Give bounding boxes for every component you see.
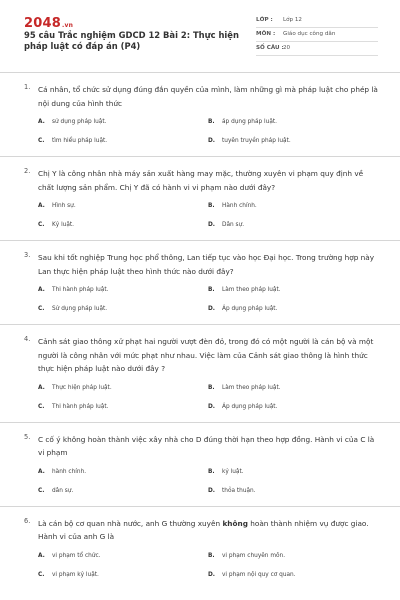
answer-option[interactable] xyxy=(38,135,208,147)
meta-label: SỐ CÂU : xyxy=(256,45,284,51)
question-text: Cảnh sát giao thông xử phạt hai người vượt đèn đỏ, trong đó có một người là cán bộ và một người là công nhân với mức phạt như nhau. Việc làm của Cảnh sát giao thông là hình thức thực hiện pháp luật nào dưới đây ? xyxy=(38,337,374,373)
option-letter: B. xyxy=(208,468,215,475)
answer-options xyxy=(38,550,378,590)
answer-options xyxy=(38,382,378,422)
answer-option[interactable] xyxy=(208,401,378,413)
question-text-part: hoàn thành nhiệm vụ được giao. Hành vi của anh G là xyxy=(38,518,369,541)
answer-option[interactable] xyxy=(208,382,378,394)
question-item xyxy=(0,324,400,422)
option-letter: C. xyxy=(38,571,45,578)
option-letter: B. xyxy=(208,203,215,209)
answer-option[interactable] xyxy=(38,382,208,394)
option-text: Áp dụng pháp luật. xyxy=(222,306,278,312)
option-text: Hành chính. xyxy=(222,203,257,209)
answer-option[interactable] xyxy=(38,200,208,212)
meta-value: Giáo dục công dân xyxy=(283,31,336,37)
option-letter: C. xyxy=(38,306,45,312)
option-text: áp dụng pháp luật. xyxy=(222,119,278,125)
question-number: 5. xyxy=(24,432,31,441)
meta-value: Lớp 12 xyxy=(283,17,302,23)
answer-option[interactable] xyxy=(208,116,378,128)
logo-suffix: .vn xyxy=(61,22,74,29)
question-text-part: Là cán bộ cơ quan nhà nước, anh G thường xuyên xyxy=(38,518,223,528)
option-text: thỏa thuận. xyxy=(222,487,256,494)
meta-row-count xyxy=(256,42,378,56)
answer-option[interactable] xyxy=(208,303,378,315)
answer-option[interactable] xyxy=(38,569,208,581)
option-letter: C. xyxy=(38,138,45,144)
option-letter: B. xyxy=(208,552,215,559)
option-text: Hình sự. xyxy=(52,203,76,209)
question-number: 4. xyxy=(24,335,31,343)
option-letter: C. xyxy=(38,403,45,410)
exam-meta xyxy=(256,14,378,56)
question-number: 3. xyxy=(24,251,31,259)
answer-option[interactable] xyxy=(208,485,378,497)
answer-option[interactable] xyxy=(208,284,378,296)
question-item xyxy=(0,156,400,240)
option-text: Thực hiện pháp luật. xyxy=(52,384,112,391)
answer-options xyxy=(38,116,378,156)
option-text: Kỷ luật. xyxy=(52,222,75,228)
option-text: vi phạm kỷ luật. xyxy=(52,571,99,578)
page-header xyxy=(0,0,400,72)
meta-value: 20 xyxy=(283,45,291,51)
question-text-emphasis: không xyxy=(222,518,248,528)
answer-option[interactable] xyxy=(38,466,208,478)
meta-label: MÔN : xyxy=(256,31,276,37)
answer-option[interactable] xyxy=(208,569,378,581)
option-letter: D. xyxy=(208,403,216,410)
logo-text: 2048 xyxy=(24,16,61,31)
question-text: Chị Y là công nhân nhà máy sản xuất hàng may mặc, thường xuyên vi phạm quy định về chất lượng sản phẩm. Chị Y đã có hành vi vi phạm nào dưới đây? xyxy=(38,169,364,192)
option-letter: C. xyxy=(38,222,45,228)
option-text: dân sự. xyxy=(52,487,74,494)
question-item xyxy=(0,506,400,590)
question-list xyxy=(0,72,400,590)
option-text: Thi hành pháp luật. xyxy=(52,287,109,293)
answer-option[interactable] xyxy=(38,401,208,413)
answer-option[interactable] xyxy=(38,303,208,315)
option-letter: D. xyxy=(208,138,216,144)
option-text: Làm theo pháp luật. xyxy=(222,287,281,293)
option-text: hành chính. xyxy=(52,468,87,475)
option-text: Sử dụng pháp luật. xyxy=(52,306,108,312)
option-letter: A. xyxy=(38,384,45,391)
question-number: 6. xyxy=(24,516,31,525)
option-text: Áp dụng pháp luật. xyxy=(222,403,278,410)
option-text: tuyên truyền pháp luật. xyxy=(222,138,291,144)
option-letter: B. xyxy=(208,384,215,391)
option-letter: C. xyxy=(38,487,45,494)
question-number: 2. xyxy=(24,167,31,175)
answer-options xyxy=(38,284,378,324)
option-text: Thi hành pháp luật. xyxy=(52,403,109,410)
answer-option[interactable] xyxy=(38,116,208,128)
answer-option[interactable] xyxy=(208,466,378,478)
page-title: 95 câu Trắc nghiệm GDCD 12 Bài 2: Thực hiện pháp luật có đáp án (P4) xyxy=(24,30,239,51)
question-item xyxy=(0,240,400,324)
option-letter: B. xyxy=(208,287,215,293)
option-text: sử dụng pháp luật. xyxy=(52,119,107,125)
answer-option[interactable] xyxy=(208,219,378,231)
option-letter: A. xyxy=(38,203,45,209)
option-letter: A. xyxy=(38,119,45,125)
answer-option[interactable] xyxy=(208,200,378,212)
option-letter: D. xyxy=(208,571,216,578)
answer-option[interactable] xyxy=(38,284,208,296)
option-text: tìm hiểu pháp luật. xyxy=(52,138,108,144)
question-text: Cá nhân, tổ chức sử dụng đúng đắn quyền của mình, làm những gì mà pháp luật cho phép là nội dung của hình thức xyxy=(38,85,378,108)
answer-options xyxy=(38,466,378,506)
meta-row-subject xyxy=(256,28,378,42)
option-text: kỷ luật. xyxy=(222,468,244,475)
site-logo[interactable] xyxy=(24,16,73,31)
option-letter: A. xyxy=(38,468,45,475)
option-letter: A. xyxy=(38,287,45,293)
answer-option[interactable] xyxy=(38,550,208,562)
option-text: vi phạm nội quy cơ quan. xyxy=(222,571,296,578)
option-letter: D. xyxy=(208,222,216,228)
question-text xyxy=(38,517,378,544)
question-text: Sau khi tốt nghiệp Trung học phổ thông, Lan tiếp tục vào học Đại học. Trong trường hợp này Lan thực hiện pháp luật theo hình thức nào dưới đây? xyxy=(38,253,375,276)
option-letter: D. xyxy=(208,487,216,494)
answer-options xyxy=(38,200,378,240)
question-number: 1. xyxy=(24,83,31,91)
question-text: C cố ý không hoàn thành việc xây nhà cho D đúng thời hạn theo hợp đồng. Hành vi của C là vi phạm xyxy=(38,434,375,457)
meta-row-class xyxy=(256,14,378,28)
option-text: vi phạm tổ chức. xyxy=(52,552,101,559)
answer-option[interactable] xyxy=(208,550,378,562)
option-letter: A. xyxy=(38,552,45,559)
option-text: Làm theo pháp luật. xyxy=(222,384,281,391)
question-item xyxy=(0,422,400,506)
question-item xyxy=(0,72,400,156)
meta-label: LỚP : xyxy=(256,17,273,23)
option-letter: B. xyxy=(208,119,215,125)
option-text: Dân sự. xyxy=(222,222,245,228)
answer-option[interactable] xyxy=(38,219,208,231)
option-text: vi phạm chuyên môn. xyxy=(222,552,286,559)
answer-option[interactable] xyxy=(38,485,208,497)
answer-option[interactable] xyxy=(208,135,378,147)
option-letter: D. xyxy=(208,306,216,312)
